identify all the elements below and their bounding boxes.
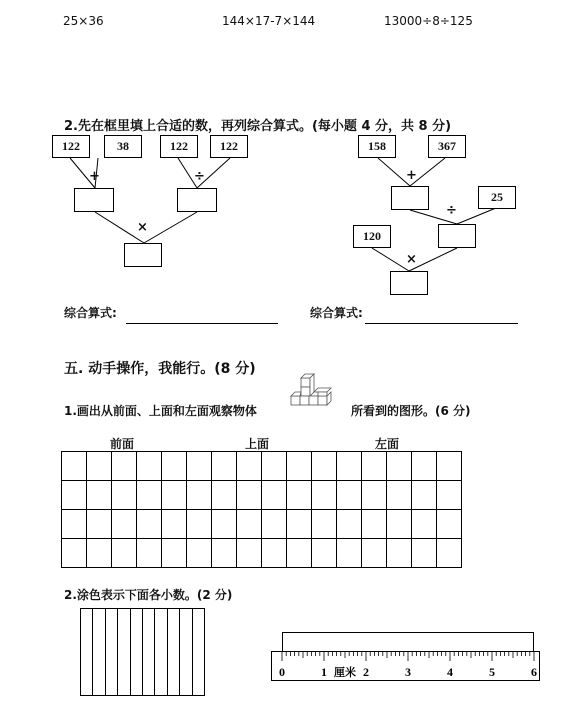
left-tree-box-1: 122	[52, 135, 90, 158]
grid-cell[interactable]	[362, 452, 387, 481]
grid-cell[interactable]	[137, 539, 162, 568]
s5-q1-text-after: 所看到的图形。(6 分)	[351, 404, 471, 418]
view-label-left: 左面	[375, 437, 400, 451]
grid-cell[interactable]	[237, 481, 262, 510]
strip-column[interactable]	[168, 609, 180, 695]
strip-column[interactable]	[131, 609, 143, 695]
grid-cell[interactable]	[62, 481, 87, 510]
grid-cell[interactable]	[387, 452, 412, 481]
calc-item-3: 13000÷8÷125	[384, 14, 473, 28]
grid-cell[interactable]	[137, 510, 162, 539]
strip-column[interactable]	[93, 609, 105, 695]
grid-cell[interactable]	[437, 510, 462, 539]
grid-cell[interactable]	[237, 452, 262, 481]
grid-cell[interactable]	[362, 481, 387, 510]
right-tree-box-1: 158	[358, 135, 396, 158]
grid-cell[interactable]	[312, 539, 337, 568]
grid-cell[interactable]	[112, 539, 137, 568]
ruler-ticks	[272, 652, 541, 682]
grid-cell[interactable]	[187, 539, 212, 568]
grid-cell[interactable]	[287, 481, 312, 510]
left-tree-box-3: 122	[160, 135, 198, 158]
strip-column[interactable]	[81, 609, 93, 695]
grid-cell[interactable]	[412, 539, 437, 568]
grid-cell[interactable]	[312, 452, 337, 481]
grid-cell[interactable]	[287, 452, 312, 481]
grid-cell[interactable]	[112, 481, 137, 510]
strip-column[interactable]	[155, 609, 167, 695]
grid-cell[interactable]	[312, 481, 337, 510]
ruler-number: 3	[405, 665, 411, 679]
calc-item-2: 144×17-7×144	[222, 14, 316, 28]
view-label-front: 前面	[110, 437, 135, 451]
grid-cell[interactable]	[437, 481, 462, 510]
right-op-multiply: ×	[406, 252, 417, 267]
right-tree-box-3: 25	[478, 186, 516, 209]
calc-item-1: 25×36	[63, 14, 104, 28]
grid-cell[interactable]	[162, 510, 187, 539]
grid-cell[interactable]	[262, 510, 287, 539]
grid-cell[interactable]	[212, 452, 237, 481]
grid-cell[interactable]	[87, 510, 112, 539]
grid-cell[interactable]	[62, 539, 87, 568]
ruler-number: 4	[447, 665, 453, 679]
grid-cell[interactable]	[112, 452, 137, 481]
grid-cell[interactable]	[237, 539, 262, 568]
grid-cell[interactable]	[387, 510, 412, 539]
left-op-divide: ÷	[194, 169, 205, 184]
strip-column[interactable]	[106, 609, 118, 695]
grid-row	[62, 452, 462, 481]
grid-cell[interactable]	[112, 510, 137, 539]
formula-label-left: 综合算式:	[64, 306, 117, 320]
ruler	[271, 651, 540, 681]
grid-cell[interactable]	[162, 539, 187, 568]
grid-cell[interactable]	[62, 510, 87, 539]
grid-cell[interactable]	[412, 452, 437, 481]
grid-cell[interactable]	[62, 452, 87, 481]
grid-cell[interactable]	[387, 539, 412, 568]
grid-cell[interactable]	[287, 510, 312, 539]
ruler-number: 1	[321, 665, 327, 679]
ruler-number: 2	[363, 665, 369, 679]
ruler-number: 0	[279, 665, 285, 679]
grid-cell[interactable]	[337, 510, 362, 539]
grid-cell[interactable]	[187, 510, 212, 539]
grid-cell[interactable]	[187, 452, 212, 481]
grid-cell[interactable]	[262, 539, 287, 568]
strip-column[interactable]	[180, 609, 192, 695]
grid-cell[interactable]	[287, 539, 312, 568]
q2-title: 2.先在框里填上合适的数，再列综合算式。(每小题 4 分，共 8 分)	[64, 119, 452, 134]
grid-row	[62, 510, 462, 539]
left-op-multiply: ×	[137, 220, 148, 235]
section5-title: 五. 动手操作，我能行。(8 分)	[64, 361, 256, 377]
strip-column[interactable]	[118, 609, 130, 695]
left-tree-box-4: 122	[210, 135, 248, 158]
strip-column[interactable]	[143, 609, 155, 695]
view-label-top: 上面	[245, 437, 270, 451]
right-op-divide: ÷	[446, 203, 457, 218]
grid-cell[interactable]	[187, 481, 212, 510]
s5-q1-text-before: 1.画出从前面、上面和左面观察物体	[64, 404, 257, 418]
grid-cell[interactable]	[212, 510, 237, 539]
grid-cell[interactable]	[387, 481, 412, 510]
right-tree-box-4: 120	[353, 225, 391, 248]
formula-label-right: 综合算式:	[310, 306, 363, 320]
grid-cell[interactable]	[162, 481, 187, 510]
grid-cell[interactable]	[237, 510, 262, 539]
grid-cell[interactable]	[262, 452, 287, 481]
grid-cell[interactable]	[337, 452, 362, 481]
left-tree-box-2: 38	[104, 135, 142, 158]
s5-q2-title: 2.涂色表示下面各小数。(2 分)	[64, 588, 233, 602]
grid-cell[interactable]	[87, 481, 112, 510]
grid-cell[interactable]	[337, 539, 362, 568]
grid-cell[interactable]	[212, 539, 237, 568]
grid-cell[interactable]	[87, 452, 112, 481]
grid-cell[interactable]	[87, 539, 112, 568]
drawing-grid[interactable]	[61, 451, 462, 568]
ruler-number: 5	[489, 665, 495, 679]
grid-cell[interactable]	[412, 510, 437, 539]
right-tree-box-2: 367	[428, 135, 466, 158]
grid-cell[interactable]	[437, 539, 462, 568]
strip-column[interactable]	[193, 609, 204, 695]
grid-cell[interactable]	[412, 481, 437, 510]
grid-cell[interactable]	[437, 452, 462, 481]
ruler-unit: 厘米	[334, 666, 356, 679]
grid-cell[interactable]	[212, 481, 237, 510]
grid-cell[interactable]	[162, 452, 187, 481]
grid-cell[interactable]	[362, 510, 387, 539]
grid-cell[interactable]	[137, 452, 162, 481]
grid-cell[interactable]	[262, 481, 287, 510]
right-op-plus: +	[406, 168, 417, 183]
grid-row	[62, 481, 462, 510]
ruler-bracket	[282, 632, 534, 652]
grid-cell[interactable]	[312, 510, 337, 539]
left-op-plus: +	[89, 169, 100, 184]
ruler-number: 6	[531, 665, 537, 679]
grid-cell[interactable]	[137, 481, 162, 510]
grid-cell[interactable]	[362, 539, 387, 568]
grid-row	[62, 539, 462, 568]
decimal-strip[interactable]	[80, 608, 205, 696]
grid-cell[interactable]	[337, 481, 362, 510]
